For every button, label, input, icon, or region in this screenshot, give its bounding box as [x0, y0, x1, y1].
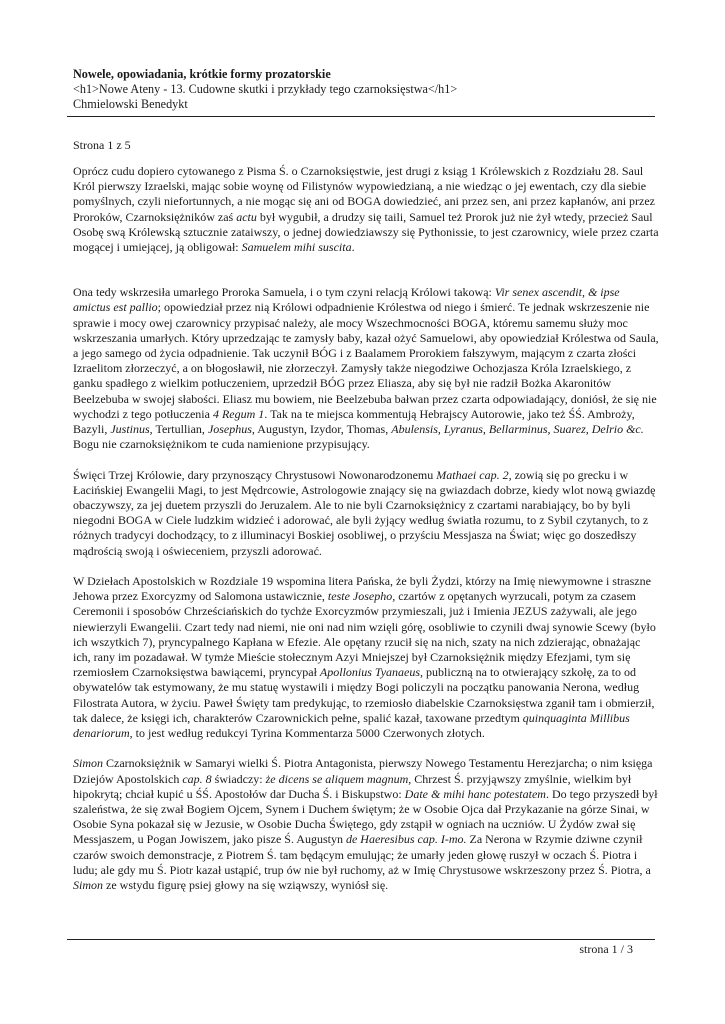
body-paragraph [73, 285, 659, 452]
body-paragraph [73, 164, 659, 255]
italic-text-run: 4 Regum 1 [212, 406, 265, 421]
italic-text-run: quinquaginta Millibus denariorum [73, 710, 630, 741]
author-name: Chmielowski Benedykt [73, 97, 188, 111]
text-run: publiczną na to otwierający szkołę, za to od obywatelów tak estymowany, że mu statuę wystawili i między Bogi policzyli na początku panowania Nerona, według Filostrata Autora, w życiu. Paweł Święty tam predykując, to rzemiosło diabelskie Czarnoksięstwa zganił tam i obmierził, tak dalece, że księgi ich, charakterów Czarownickich pełne, spalić kazał, taxowane przedtym [73, 665, 655, 725]
document-header [73, 67, 653, 112]
text-run: Ona tedy wskrzesiła umarłego Proroka Samuela, i o tym czyni relacją Królowi takową: [73, 285, 495, 300]
page-number-footer: strona 1 / 3 [579, 942, 633, 956]
text-run: , to jest według redukcyi Tyrina Kommentarza 5000 Czerwonych złotych. [129, 726, 485, 741]
text-run: czartów z opętanych wyrzucali, potym za czasem Ceremonii i sposobów Chrześciańskich do tychże Exorcyzmów przymieszali, już i Imienia JEZUS zażywali, ale jego niewierzyli Ewangelii. Czart tedy nad niemi, nie oni nad nim wzięli górę, osobliwie to czynili dwaj synowie Scewy (było ich wszytkich 7), pryncypalnego Kapłana w Efezie. Ale opętany rzucił się na nich, szaty na nich zdzierając, obnażając ich, rany im pozadawał. W tymże Mieście stołecznym Azyi Mniejszej był Czarnoksiężnik między Efezjami, tym się rzemiosłem Czarnoksięstwa bawiącemi, pryncypał [73, 589, 656, 680]
text-run: ze wstydu figurę psiej głowy na się wziąwszy, wyniósł się. [103, 878, 389, 893]
text-run: świadczy: [211, 771, 266, 786]
text-run: Augustyn, Izydor, Thomas, [254, 422, 392, 437]
text-run: . Tak na te miejsca kommentują Hebrajscy Autorowie, jako też ŚŚ. Ambroży, Bazyli, [73, 406, 635, 437]
text-run: . [351, 240, 355, 255]
text-run: . Do tego przyszedł był szaleństwa, że się zwał Bogiem Ojcem, Synem i Duchem świętym; że w Osobie Ojca dał Przykazanie na górze Sinai, w Osobie Syna pokazał się w Jezusie, w Osobie Ducha Świętego, gdy zstąpił w ogniach na uczniów. U Żydów zwał się Messjaszem, u Pogan Jowiszem, jako pisze Ś. Augustyn [73, 786, 658, 847]
text-run: Czarnoksiężnik w Samaryi wielki Ś. Piotra Antagonista, pierwszy Nowego Testamentu Herezjarcha; o nim księga Dziejów Apostolskich [73, 756, 653, 786]
category-title: Nowele, opowiadania, krótkie formy prozatorskie [73, 67, 331, 81]
italic-text-run: Simon [73, 878, 103, 893]
italic-text-run: Josephus, [207, 422, 255, 437]
body-paragraph [73, 468, 659, 559]
text-run: ; opowiedział przez nią Królowi odpadnienie Królestwa od niego i śmierć. Te jednak wskrzeszenie nie sprawie i mocy owej czarownicy przypisać należy, ale mocy Wszechmocności BOGA, któremu samemu służy moc wskrzeszania umarłych. Który uprzedzając te zamysły baby, kazał ożyć Samuelowi, aby opowiedział Królestwa od Saula, a jego samego od życia odpadnienie. Tak uczynił BÓG i z Baalamem Prorokiem fałszywym, mającym z czarta złości Izraelitom złorzeczyć, a on błogosławił, nie złorzeczył. Zamysły także niegodziwe Ochozjasza Króla Izraelskiego, z ganku spadłego z wielkim potłuczeniem, uprzedził BÓG przez Eliasza, aby się był nie radził Bożka Akaronitów Beelzebuba w swojej słabości. Eliasz mu bowiem, nie Beelzebuba bałwan przez czarta odpowiadający, doniósł, że się nie wychodzi z tego potłuczenia [73, 300, 659, 421]
text-run: był wygubił, a drudzy się taili, Samuel też Prorok już nie żył wtedy, przecież Saul Osobę swą Królewską sztucznie zataiwszy, o jednej dowiedziawszy się Pythonissie, to jest czarownicy, wiele przez czarta mogącej i umiejącej, ją obligował: [73, 209, 659, 255]
italic-text-run: teste Josepho, [327, 589, 396, 604]
italic-text-run: Samuelem mihi suscita [241, 240, 352, 255]
italic-text-run: Abulensis, Lyranus, Bellarminus, Suarez, Delrio &c. [391, 422, 644, 437]
footer-divider [67, 939, 655, 940]
text-run: Za Nerona w Rzymie dziwne czynił czarów swoich demonstracje, z Piotrem Ś. tam będącym emulując; że umarły jeden głowę ruszył w oczach Ś. Piotra i ludu; ale gdy mu Ś. Piotr kazał ustąpić, trup ów nie był ruchomy, aż w Imię Chrystusowe wskrzeszony przez Ś. Piotra, a [73, 832, 651, 877]
italic-text-run: Simon [73, 756, 103, 771]
text-run: Oprócz cudu dopiero cytowanego z Pisma Ś. o Czarnoksięstwie, jest drugi z ksiąg 1 Królewskich z Rozdziału 28. Saul Król pierwszy Izraelski, mając sobie woynę od Filistynów wypowiedzianą, a nie wiedząc o jej ewentach, czy dla siebie pomyślnych, czyli niefortunnych, a nie mogąc się ani od BOGA dowiedzieć, ani przez sen, ani przez kapłanów, ani przez Proroków, Czarnoksiężników zaś [73, 164, 656, 224]
italic-text-run: de Haeresibus cap. I-mo. [345, 832, 467, 847]
text-run: , Chrzest Ś. przyjąwszy zmyślnie, wielkim był hipokrytą; chciał kupić u ŚŚ. Apostołów dar Ducha Ś. i Biskupstwo: [73, 771, 632, 801]
italic-text-run: Mathaei cap. 2, [436, 467, 512, 482]
page-indicator: Strona 1 z 5 [73, 138, 131, 152]
italic-text-run: Date & mihi hanc potestatem [404, 786, 546, 801]
document-body [73, 164, 659, 893]
italic-text-run: Vir senex ascendit, & ipse amictus est pallio [73, 285, 620, 315]
italic-text-run: cap. 8 [182, 771, 212, 786]
text-run: Tertullian, [152, 422, 208, 437]
italic-text-run: Apollonius Tyanaeus, [319, 665, 424, 680]
body-paragraph [73, 574, 659, 741]
text-run: W Dziełach Apostolskich w Rozdziale 19 wspomina litera Pańska, że byli Żydzi, którzy na Imię niewymowne i straszne Jehowa przez Exorcyzmy od Salomona ustawicznie, [73, 574, 651, 604]
text-run: Bogu nie czarnoksiężnikom te cuda namienione przypisujący. [73, 437, 370, 452]
italic-text-run: actu [236, 209, 257, 224]
body-paragraph [73, 756, 659, 893]
text-run: Święci Trzej Królowie, dary przynoszący Chrystusowi Nowonarodzonemu [73, 467, 437, 482]
header-divider [67, 116, 655, 117]
italic-text-run: że dicens se aliquem magnum [265, 771, 409, 786]
italic-text-run: Justinus, [110, 422, 153, 437]
text-run: zowią się po grecku i w Łacińskiej Ewangelii Magi, to jest Mędrcowie, Astrologowie znający się na gwiazdach dobrze, kiedy wlot nową gwiazdę obaczywszy, za jej duetem przyszli do Jeruzalem. Ale to nie byli Czarnoksiężnicy z czartami narabiający, bo by byli niegodni BOGA w Ciele ludzkim widzieć i adorować, ale byli żyjący według światła rozumu, to z Sybil czytanych, to z różnych tradycyi dochodzący, to z illuminacyi Boskiej osobliwej, o przyściu Messjasza na Świat; więc go doszedłszy mądrością swoją i oświeceniem, przyszli adorować. [73, 467, 656, 558]
work-title: <h1>Nowe Ateny - 13. Cudowne skutki i przykłady tego czarnoksięstwa</h1> [73, 82, 458, 96]
